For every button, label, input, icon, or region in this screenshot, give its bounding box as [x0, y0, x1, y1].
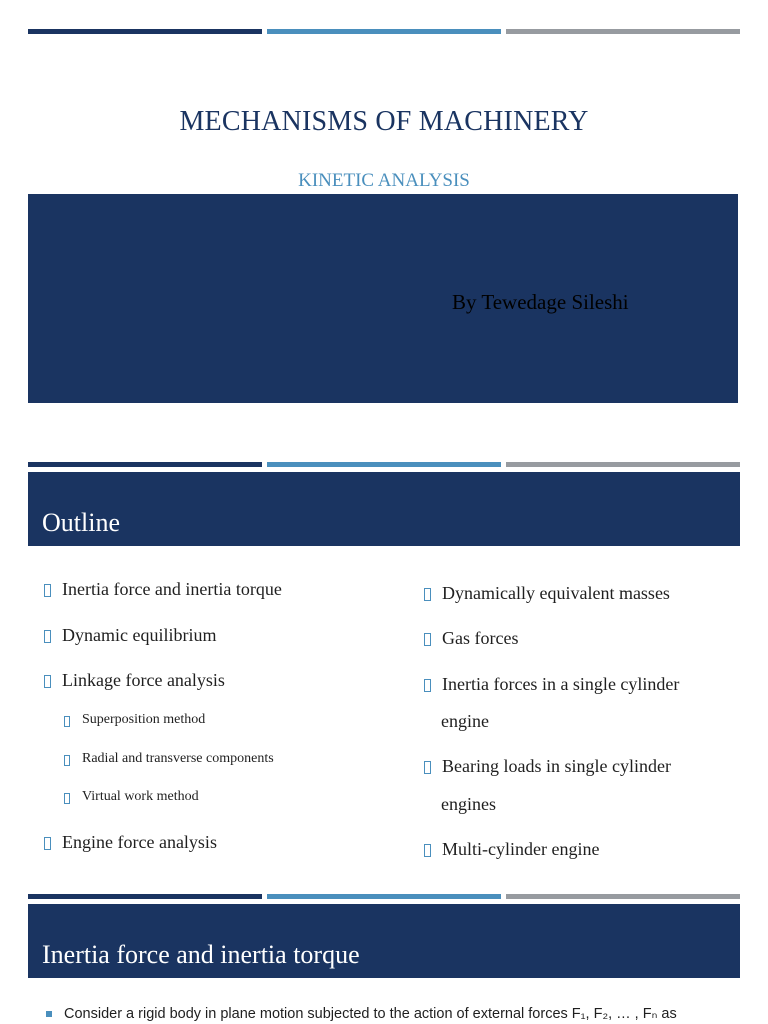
outline-subitem: Radial and transverse components: [64, 752, 274, 766]
outline-subitem: Superposition method: [64, 713, 205, 727]
accent-stripe-gray: [506, 462, 740, 467]
outline-title: Outline: [42, 508, 120, 537]
outline-item: Multi-cylinder engine: [424, 840, 599, 858]
body-paragraph: Consider a rigid body in plane motion subjected to the action of external forces F₁, F₂, … , Fₙ as: [42, 1006, 722, 1022]
outline-item: Dynamically equivalent masses: [424, 584, 670, 602]
accent-stripe-blue: [267, 462, 501, 467]
accent-stripe-blue: [267, 29, 501, 34]
bullet-icon: [64, 716, 70, 727]
square-bullet-icon: [46, 1011, 52, 1017]
outline-item: Dynamic equilibrium: [44, 626, 216, 644]
accent-stripe-dark: [28, 29, 262, 34]
title-banner: [28, 194, 738, 403]
outline-header: [28, 472, 740, 546]
outline-item-continuation: engines: [441, 794, 496, 814]
outline-item: Linkage force analysis: [44, 671, 225, 689]
bullet-icon: [424, 679, 431, 692]
author-name: By Tewedage Sileshi: [452, 290, 629, 314]
bullet-icon: [44, 675, 51, 688]
bullet-icon: [424, 633, 431, 646]
bullet-icon: [424, 844, 431, 857]
bullet-icon: [44, 584, 51, 597]
inertia-title: Inertia force and inertia torque: [42, 940, 360, 969]
outline-item: Gas forces: [424, 629, 518, 647]
slide-subtitle: KINETIC ANALYSIS: [298, 170, 470, 191]
bullet-icon: [44, 630, 51, 643]
bullet-icon: [64, 793, 70, 804]
accent-stripe-gray: [506, 29, 740, 34]
accent-stripe-gray: [506, 894, 740, 899]
bullet-icon: [424, 761, 431, 774]
bullet-icon: [44, 837, 51, 850]
accent-stripe-dark: [28, 462, 262, 467]
outline-item: Bearing loads in single cylinder: [424, 757, 671, 775]
outline-item: Inertia forces in a single cylinder: [424, 675, 679, 693]
accent-stripe-blue: [267, 894, 501, 899]
outline-item: Inertia force and inertia torque: [44, 580, 282, 598]
outline-subitem: Virtual work method: [64, 790, 199, 804]
accent-stripe-dark: [28, 894, 262, 899]
outline-item-continuation: engine: [441, 711, 489, 731]
bullet-icon: [424, 588, 431, 601]
bullet-icon: [64, 755, 70, 766]
outline-item: Engine force analysis: [44, 833, 217, 851]
slide-main-title: MECHANISMS OF MACHINERY: [179, 106, 589, 137]
